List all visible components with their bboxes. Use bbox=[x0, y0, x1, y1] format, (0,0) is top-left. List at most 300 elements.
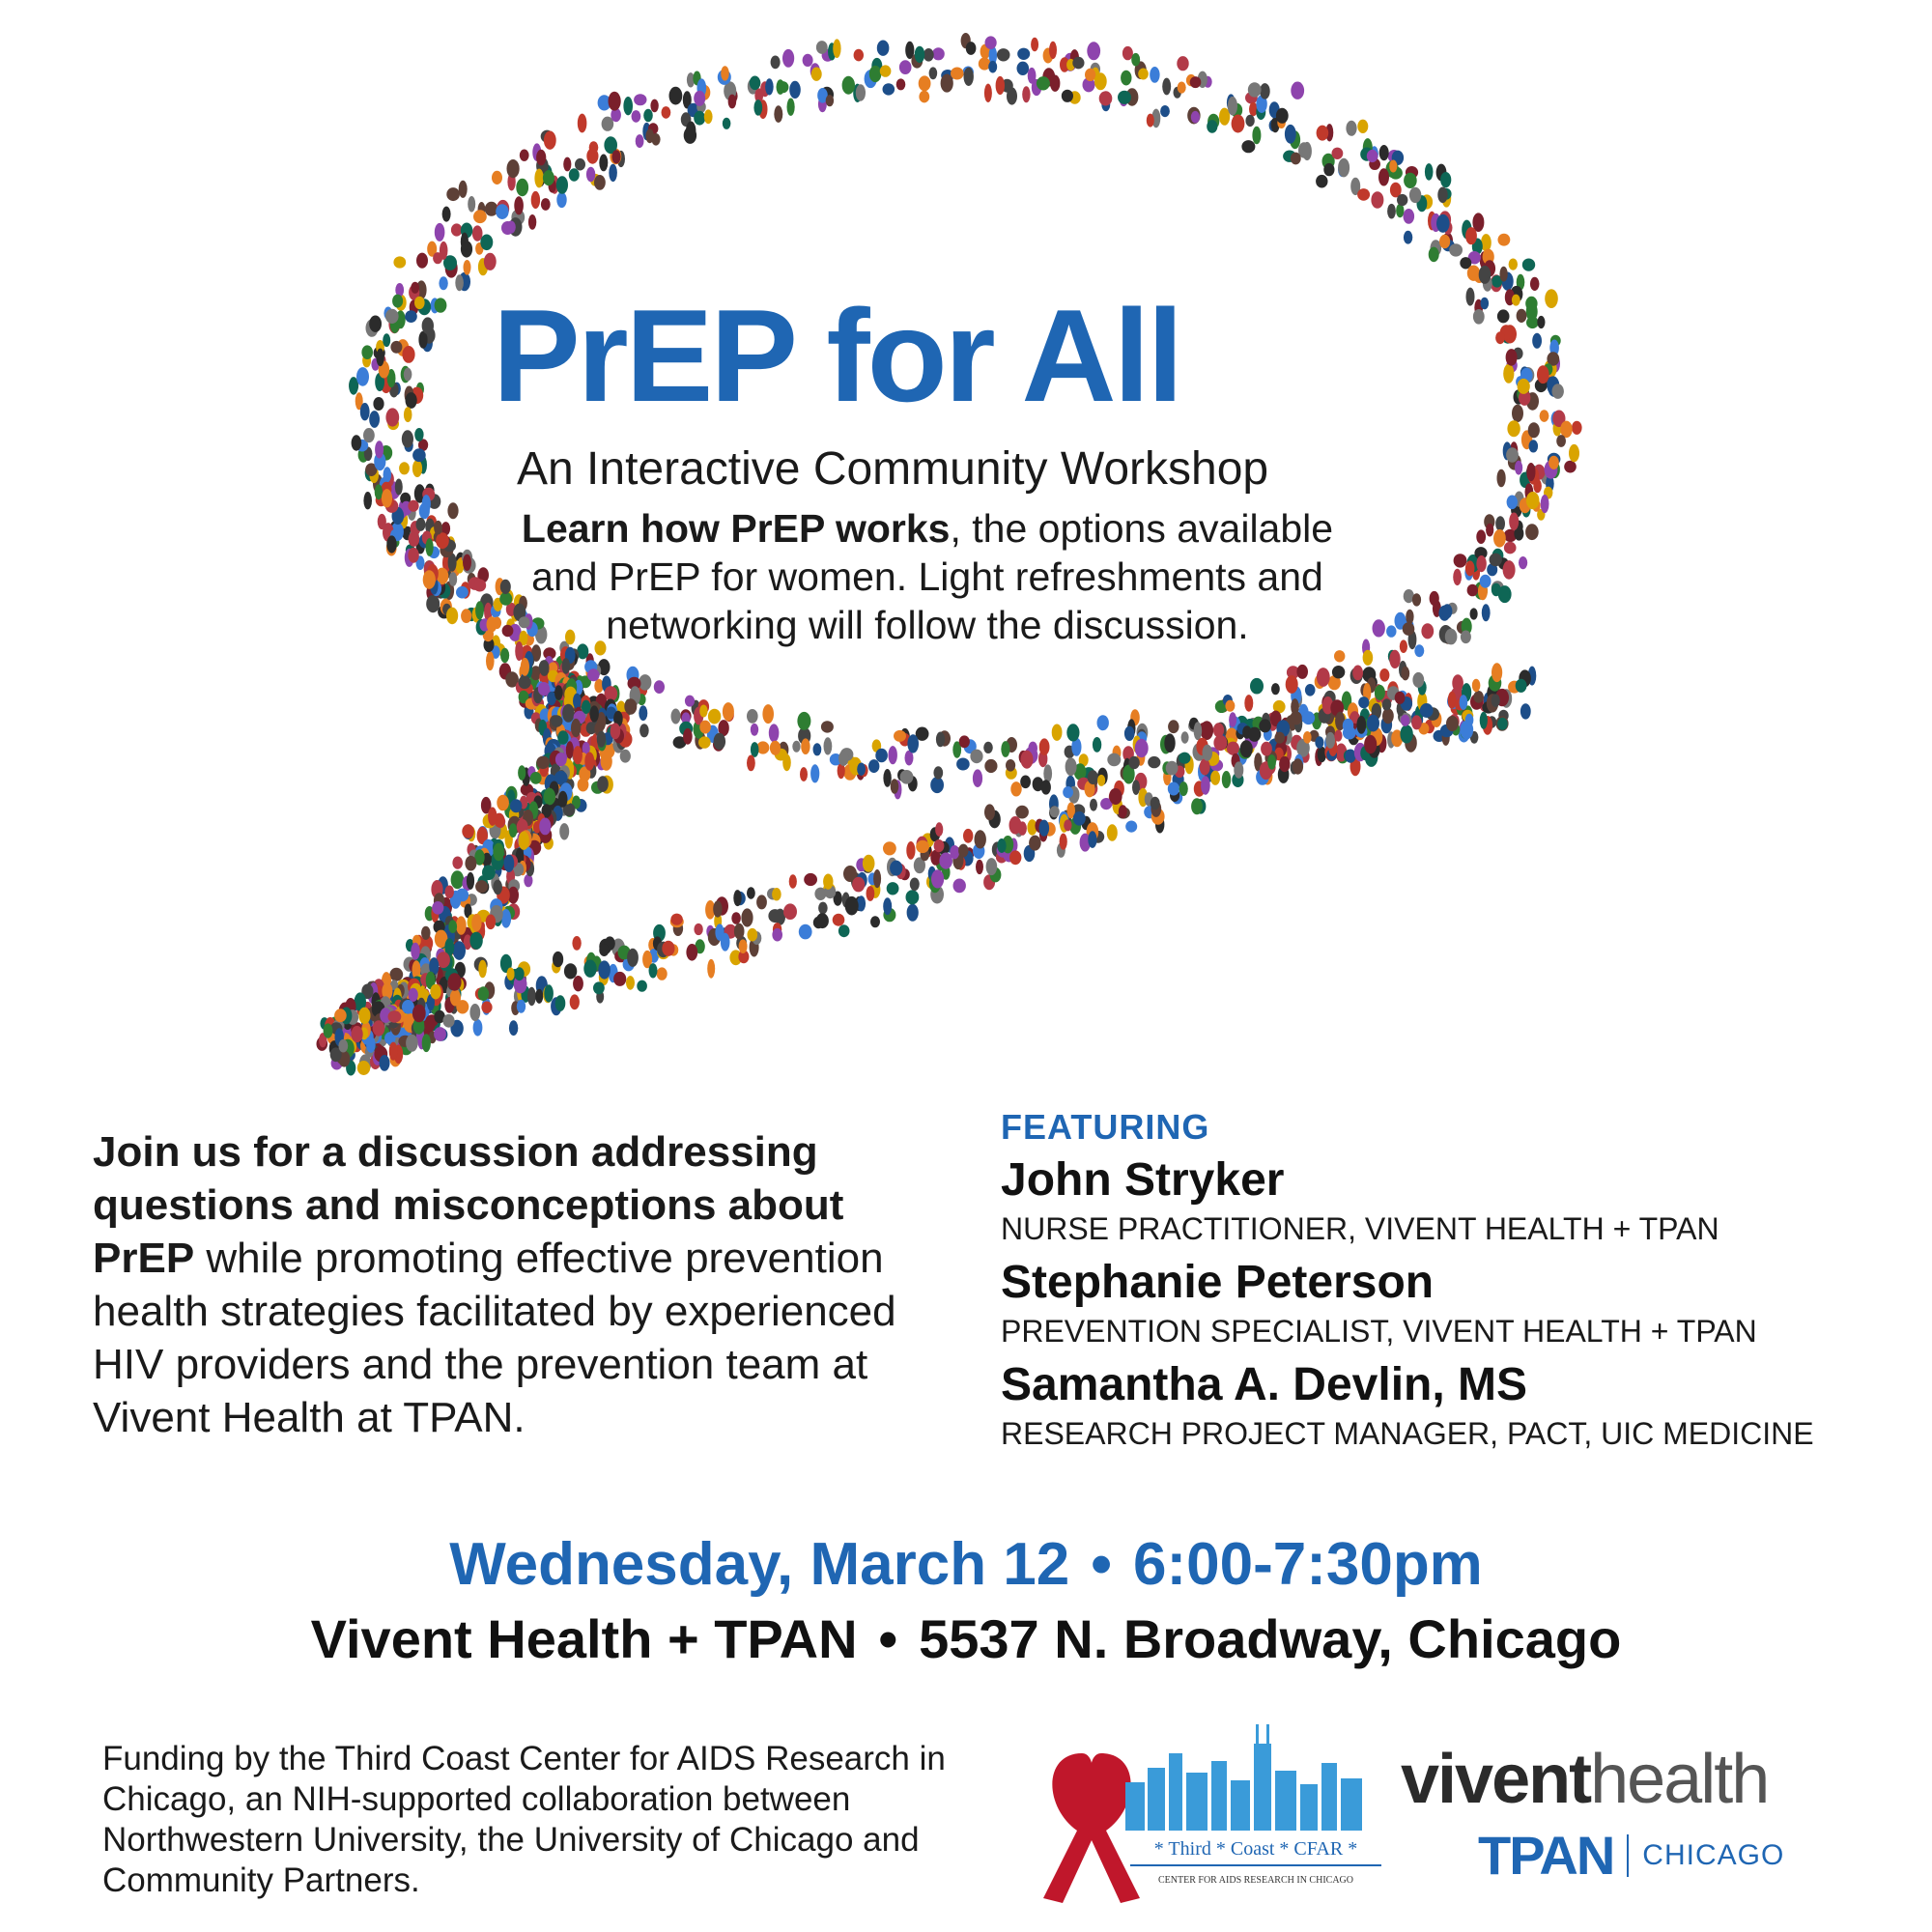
crowd-person-dot bbox=[1357, 120, 1368, 133]
crowd-person-dot bbox=[1526, 317, 1539, 328]
crowd-person-dot bbox=[751, 742, 759, 757]
crowd-person-dot bbox=[452, 857, 463, 869]
crowd-person-dot bbox=[488, 808, 497, 826]
crowd-person-dot bbox=[1421, 623, 1434, 639]
crowd-person-dot bbox=[1493, 529, 1506, 548]
event-venue: Vivent Health + TPAN bbox=[310, 1608, 858, 1669]
crowd-person-dot bbox=[375, 440, 384, 458]
crowd-person-dot bbox=[521, 658, 529, 676]
crowd-person-dot bbox=[1507, 496, 1518, 510]
crowd-person-dot bbox=[894, 730, 906, 742]
crowd-person-dot bbox=[1425, 163, 1434, 181]
crowd-person-dot bbox=[520, 150, 529, 161]
crowd-person-dot bbox=[578, 114, 587, 133]
crowd-person-dot bbox=[1041, 780, 1051, 794]
crowd-person-dot bbox=[1414, 644, 1424, 657]
crowd-person-dot bbox=[497, 795, 509, 811]
crowd-person-dot bbox=[845, 896, 859, 916]
crowd-person-dot bbox=[1526, 463, 1535, 481]
vivent-health-tpan-logo bbox=[1401, 1741, 1903, 1887]
crowd-person-dot bbox=[984, 759, 997, 773]
crowd-person-dot bbox=[1529, 440, 1539, 452]
crowd-person-dot bbox=[1470, 608, 1478, 619]
crowd-person-dot bbox=[1382, 708, 1394, 724]
crowd-person-dot bbox=[747, 887, 755, 898]
crowd-person-dot bbox=[406, 1035, 418, 1052]
crowd-person-dot bbox=[747, 755, 755, 772]
crowd-person-dot bbox=[442, 1014, 454, 1028]
join-bold: Join us for a discussion addressing questions and misconceptions about PrEP bbox=[93, 1128, 844, 1282]
crowd-person-dot bbox=[468, 196, 475, 213]
crowd-person-dot bbox=[713, 900, 722, 917]
crowd-person-dot bbox=[694, 91, 705, 106]
crowd-person-dot bbox=[352, 1026, 363, 1042]
crowd-person-dot bbox=[1358, 696, 1369, 708]
crowd-person-dot bbox=[686, 944, 697, 961]
crowd-person-dot bbox=[482, 866, 496, 881]
speaker-role: NURSE PRACTITIONER, VIVENT HEALTH + TPAN bbox=[1001, 1211, 1719, 1246]
crowd-person-dot bbox=[519, 675, 531, 689]
crowd-person-dot bbox=[597, 776, 609, 792]
crowd-person-dot bbox=[609, 92, 621, 111]
crowd-person-dot bbox=[1201, 721, 1214, 740]
speaker-name: Stephanie Peterson bbox=[1001, 1257, 1435, 1308]
crowd-person-dot bbox=[1409, 187, 1421, 203]
crowd-person-dot bbox=[1090, 799, 1097, 811]
crowd-person-dot bbox=[765, 78, 774, 95]
crowd-person-dot bbox=[935, 822, 943, 837]
crowd-person-dot bbox=[906, 890, 920, 904]
crowd-person-dot bbox=[951, 68, 964, 80]
crowd-person-dot bbox=[1286, 675, 1298, 694]
crowd-person-dot bbox=[1293, 758, 1303, 774]
crowd-person-dot bbox=[1519, 556, 1527, 569]
crowd-person-dot bbox=[613, 972, 626, 986]
crowd-person-dot bbox=[868, 759, 879, 773]
crowd-person-dot bbox=[852, 877, 865, 893]
tpan-chicago-row bbox=[1478, 1824, 1903, 1887]
crowd-person-dot bbox=[1412, 672, 1424, 688]
event-date: Wednesday, March 12 bbox=[449, 1531, 1070, 1598]
crowd-person-dot bbox=[569, 168, 580, 182]
crowd-person-dot bbox=[1492, 663, 1502, 682]
crowd-person-dot bbox=[1178, 82, 1186, 94]
crowd-person-dot bbox=[1465, 227, 1477, 244]
crowd-person-dot bbox=[624, 698, 637, 715]
crowd-person-dot bbox=[486, 915, 496, 930]
crowd-person-dot bbox=[1017, 62, 1030, 75]
cfar-banner: * Third * Coast * CFAR * bbox=[1153, 1838, 1358, 1860]
featuring-section bbox=[1001, 1107, 1889, 1455]
crowd-person-dot bbox=[639, 724, 649, 737]
crowd-person-dot bbox=[1229, 712, 1236, 727]
crowd-person-dot bbox=[609, 164, 617, 182]
speaker-role: RESEARCH PROJECT MANAGER, PACT, UIC MEDICINE bbox=[1001, 1416, 1814, 1451]
crowd-person-dot bbox=[380, 1055, 390, 1071]
crowd-person-dot bbox=[385, 309, 399, 324]
crowd-person-dot bbox=[811, 68, 822, 81]
crowd-person-dot bbox=[1334, 730, 1342, 742]
crowd-person-dot bbox=[1107, 824, 1118, 841]
crowd-person-dot bbox=[1131, 53, 1140, 67]
crowd-person-dot bbox=[589, 141, 599, 154]
crowd-person-dot bbox=[422, 1034, 431, 1052]
crowd-person-dot bbox=[800, 767, 808, 781]
crowd-person-dot bbox=[1343, 719, 1353, 733]
crowd-person-dot bbox=[636, 134, 644, 148]
crowd-person-dot bbox=[493, 880, 502, 895]
crowd-person-dot bbox=[444, 886, 454, 899]
crowd-person-dot bbox=[826, 95, 834, 106]
crowd-person-dot bbox=[570, 994, 580, 1009]
crowd-person-dot bbox=[1181, 731, 1189, 743]
crowd-person-dot bbox=[1274, 732, 1285, 744]
crowd-person-dot bbox=[824, 737, 833, 754]
crowd-person-dot bbox=[1556, 435, 1566, 447]
crowd-person-dot bbox=[414, 297, 425, 309]
crowd-person-dot bbox=[584, 753, 594, 771]
crowd-person-dot bbox=[1481, 298, 1490, 310]
crowd-person-dot bbox=[1191, 798, 1203, 814]
crowd-person-dot bbox=[838, 751, 848, 766]
crowd-person-dot bbox=[1386, 625, 1396, 637]
crowd-person-dot bbox=[564, 963, 577, 979]
crowd-person-dot bbox=[509, 1020, 518, 1036]
crowd-person-dot bbox=[1168, 782, 1179, 796]
crowd-person-dot bbox=[357, 1061, 370, 1075]
crowd-person-dot bbox=[1160, 105, 1170, 117]
crowd-person-dot bbox=[1128, 756, 1139, 769]
crowd-person-dot bbox=[544, 131, 556, 150]
crowd-person-dot bbox=[590, 705, 599, 722]
crowd-person-dot bbox=[469, 1004, 480, 1021]
crowd-person-dot bbox=[634, 94, 646, 105]
crowd-person-dot bbox=[685, 696, 695, 707]
crowd-person-dot bbox=[988, 61, 997, 73]
crowd-person-dot bbox=[986, 858, 998, 875]
crowd-person-dot bbox=[1085, 69, 1095, 81]
crowd-person-dot bbox=[456, 586, 469, 599]
crowd-person-dot bbox=[422, 317, 434, 334]
crowd-person-dot bbox=[857, 763, 866, 776]
crowd-person-dot bbox=[516, 179, 528, 196]
crowd-person-dot bbox=[1537, 316, 1545, 328]
crowd-person-dot bbox=[1323, 163, 1334, 176]
crowd-person-dot bbox=[1512, 295, 1520, 306]
crowd-person-dot bbox=[519, 832, 529, 850]
crowd-person-dot bbox=[770, 741, 781, 755]
crowd-person-dot bbox=[475, 880, 488, 893]
crowd-person-dot bbox=[1177, 56, 1188, 71]
crowd-person-dot bbox=[1569, 444, 1579, 462]
crowd-person-dot bbox=[556, 192, 566, 208]
crowd-person-dot bbox=[473, 1019, 483, 1037]
crowd-person-dot bbox=[1453, 569, 1462, 585]
crowd-person-dot bbox=[544, 788, 555, 806]
crowd-person-dot bbox=[1482, 604, 1491, 621]
crowd-person-dot bbox=[384, 467, 392, 482]
crowd-person-dot bbox=[573, 976, 583, 991]
crowd-person-dot bbox=[493, 843, 503, 862]
crowd-person-dot bbox=[555, 753, 567, 766]
crowd-person-dot bbox=[375, 484, 383, 499]
crowd-person-dot bbox=[433, 252, 442, 264]
crowd-person-dot bbox=[883, 841, 896, 855]
crowd-person-dot bbox=[1346, 121, 1356, 136]
crowd-person-dot bbox=[1406, 610, 1413, 624]
crowd-person-dot bbox=[388, 1010, 402, 1023]
crowd-person-dot bbox=[1404, 231, 1412, 244]
crowd-person-dot bbox=[1499, 267, 1507, 282]
crowd-person-dot bbox=[1465, 714, 1474, 726]
crowd-person-dot bbox=[1379, 668, 1389, 682]
crowd-person-dot bbox=[899, 60, 912, 74]
crowd-person-dot bbox=[1449, 243, 1463, 256]
crowd-person-dot bbox=[386, 535, 396, 553]
crowd-person-dot bbox=[1530, 277, 1540, 291]
crowd-person-dot bbox=[411, 282, 419, 294]
crowd-person-dot bbox=[1503, 560, 1516, 580]
crowd-person-dot bbox=[985, 36, 997, 49]
crowd-person-dot bbox=[731, 912, 741, 924]
crowd-person-dot bbox=[1334, 650, 1345, 662]
crowd-person-dot bbox=[518, 765, 526, 780]
crowd-person-dot bbox=[1479, 266, 1492, 284]
crowd-person-dot bbox=[931, 869, 944, 888]
crowd-person-dot bbox=[373, 397, 384, 411]
crowd-person-dot bbox=[1296, 665, 1308, 679]
crowd-person-dot bbox=[704, 109, 713, 124]
crowd-person-dot bbox=[506, 221, 515, 234]
crowd-person-dot bbox=[1486, 524, 1493, 537]
crowd-person-dot bbox=[464, 260, 471, 275]
speaker-role: PREVENTION SPECIALIST, VIVENT HEALTH + TPAN bbox=[1001, 1314, 1757, 1349]
funding-statement: Funding by the Third Coast Center for AIDS Research in Chicago, an NIH-supported collaboration between Northwestern University, the University of Chicago and Community Partners. bbox=[102, 1740, 946, 1899]
crowd-person-dot bbox=[1099, 91, 1113, 105]
crowd-person-dot bbox=[1338, 158, 1350, 178]
crowd-person-dot bbox=[534, 169, 543, 188]
crowd-person-dot bbox=[389, 968, 403, 981]
crowd-person-dot bbox=[448, 973, 462, 990]
crowd-person-dot bbox=[535, 989, 543, 1004]
crowd-person-dot bbox=[756, 895, 767, 909]
crowd-person-dot bbox=[778, 81, 789, 93]
crowd-person-dot bbox=[467, 872, 474, 890]
crowd-person-dot bbox=[539, 818, 551, 836]
crowd-person-dot bbox=[1400, 724, 1412, 743]
crowd-person-dot bbox=[1248, 82, 1262, 97]
crowd-person-dot bbox=[662, 941, 674, 956]
crowd-person-dot bbox=[1504, 542, 1517, 554]
crowd-person-dot bbox=[1512, 405, 1523, 422]
crowd-person-dot bbox=[771, 56, 781, 70]
crowd-person-dot bbox=[623, 97, 633, 115]
vivent-word: vivent bbox=[1401, 1741, 1591, 1818]
crowd-person-dot bbox=[462, 824, 474, 838]
crowd-person-dot bbox=[402, 430, 413, 447]
crowd-person-dot bbox=[461, 233, 469, 251]
page-title: PrEP for All bbox=[493, 282, 1181, 429]
crowd-person-dot bbox=[597, 731, 606, 748]
crowd-person-dot bbox=[432, 901, 443, 915]
description-rest: , the options available and PrEP for women. Light refreshments and networking will follow the discussion. bbox=[531, 506, 1334, 647]
crowd-person-dot bbox=[1357, 188, 1370, 201]
crowd-person-dot bbox=[842, 76, 855, 95]
crowd-person-dot bbox=[1162, 78, 1171, 96]
crowd-person-dot bbox=[772, 888, 781, 900]
crowd-person-dot bbox=[1480, 575, 1492, 588]
health-word: health bbox=[1590, 1741, 1769, 1818]
crowd-person-dot bbox=[1352, 666, 1363, 681]
crowd-person-dot bbox=[883, 769, 891, 787]
crowd-person-dot bbox=[753, 99, 762, 116]
crowd-person-dot bbox=[1021, 751, 1034, 769]
crowd-person-dot bbox=[408, 548, 418, 563]
crowd-person-dot bbox=[739, 939, 748, 953]
crowd-person-dot bbox=[426, 595, 440, 612]
crowd-person-dot bbox=[507, 968, 515, 980]
crowd-person-dot bbox=[382, 489, 392, 507]
crowd-person-dot bbox=[1446, 716, 1459, 731]
crowd-person-dot bbox=[551, 715, 562, 726]
crowd-person-dot bbox=[402, 346, 414, 363]
crowd-person-dot bbox=[1260, 83, 1270, 99]
speaker-name: Samantha A. Devlin, MS bbox=[1001, 1359, 1528, 1410]
crowd-person-dot bbox=[1481, 234, 1492, 251]
crowd-person-dot bbox=[404, 407, 412, 422]
crowd-person-dot bbox=[813, 743, 822, 755]
crowd-person-dot bbox=[984, 84, 992, 102]
crowd-person-dot bbox=[578, 778, 589, 791]
crowd-person-dot bbox=[439, 276, 447, 290]
crowd-person-dot bbox=[1039, 820, 1050, 837]
crowd-person-dot bbox=[1151, 797, 1160, 810]
crowd-person-dot bbox=[671, 709, 681, 724]
crowd-person-dot bbox=[748, 928, 758, 942]
crowd-person-dot bbox=[1509, 513, 1519, 531]
crowd-person-dot bbox=[1526, 492, 1540, 509]
event-datetime bbox=[0, 1530, 1932, 1599]
crowd-person-dot bbox=[747, 709, 758, 724]
crowd-person-dot bbox=[1317, 126, 1329, 141]
crowd-person-dot bbox=[369, 411, 380, 428]
crowd-person-dot bbox=[1087, 42, 1100, 60]
crowd-person-dot bbox=[1203, 745, 1213, 761]
crowd-person-dot bbox=[507, 159, 520, 178]
crowd-person-dot bbox=[964, 68, 974, 86]
crowd-person-dot bbox=[1436, 214, 1450, 233]
crowd-person-dot bbox=[1179, 781, 1188, 796]
crowd-person-dot bbox=[1094, 72, 1107, 90]
crowd-person-dot bbox=[1007, 87, 1017, 104]
crowd-person-dot bbox=[1506, 447, 1519, 462]
crowd-person-dot bbox=[1317, 668, 1330, 687]
crowd-person-dot bbox=[1252, 127, 1261, 145]
crowd-person-dot bbox=[599, 155, 608, 172]
crowd-person-dot bbox=[1480, 712, 1488, 729]
crowd-person-dot bbox=[601, 753, 612, 771]
crowd-person-dot bbox=[1515, 461, 1522, 475]
crowd-person-dot bbox=[1522, 259, 1535, 271]
crowd-person-dot bbox=[1228, 97, 1237, 116]
crowd-person-dot bbox=[485, 202, 498, 216]
crowd-person-dot bbox=[1066, 724, 1079, 741]
crowd-person-dot bbox=[632, 110, 641, 123]
crowd-person-dot bbox=[358, 1008, 370, 1024]
crowd-person-dot bbox=[475, 601, 484, 619]
crowd-person-dot bbox=[409, 988, 418, 1002]
separator-dot: • bbox=[878, 1608, 898, 1669]
crowd-person-dot bbox=[1332, 666, 1345, 678]
crowd-person-dot bbox=[539, 660, 549, 676]
crowd-person-dot bbox=[1364, 735, 1377, 753]
crowd-person-dot bbox=[1006, 759, 1015, 772]
crowd-person-dot bbox=[1371, 191, 1383, 209]
crowd-person-dot bbox=[456, 559, 464, 574]
crowd-person-dot bbox=[1395, 692, 1406, 704]
crowd-person-dot bbox=[1461, 631, 1471, 644]
crowd-person-dot bbox=[455, 274, 464, 291]
crowd-person-dot bbox=[1234, 761, 1243, 778]
crowd-person-dot bbox=[1072, 57, 1084, 70]
crowd-person-dot bbox=[721, 66, 729, 80]
crowd-person-dot bbox=[1020, 776, 1031, 789]
crowd-person-dot bbox=[435, 223, 445, 242]
crowd-person-dot bbox=[465, 856, 476, 871]
crowd-person-dot bbox=[1291, 153, 1301, 165]
crowd-person-dot bbox=[1052, 724, 1063, 741]
crowd-person-dot bbox=[473, 210, 487, 223]
crowd-person-dot bbox=[1316, 175, 1327, 188]
crowd-person-dot bbox=[1403, 622, 1415, 636]
crowd-person-dot bbox=[975, 830, 986, 848]
crowd-person-dot bbox=[887, 882, 899, 895]
crowd-person-dot bbox=[789, 81, 801, 99]
crowd-person-dot bbox=[1227, 742, 1239, 755]
crowd-person-dot bbox=[721, 933, 730, 952]
crowd-person-dot bbox=[583, 960, 596, 978]
crowd-person-dot bbox=[1528, 422, 1540, 438]
crowd-person-dot bbox=[1088, 770, 1098, 784]
crowd-person-dot bbox=[983, 742, 993, 753]
crowd-person-dot bbox=[448, 920, 457, 933]
crowd-person-dot bbox=[1245, 115, 1254, 127]
crowd-person-dot bbox=[1411, 715, 1422, 729]
crowd-person-dot bbox=[496, 204, 508, 219]
crowd-person-dot bbox=[1065, 757, 1077, 776]
crowd-person-dot bbox=[1507, 420, 1520, 437]
crowd-person-dot bbox=[395, 479, 403, 496]
crowd-person-dot bbox=[1389, 650, 1400, 668]
crowd-person-dot bbox=[486, 651, 495, 670]
crowd-person-dot bbox=[875, 749, 888, 762]
crowd-person-dot bbox=[959, 735, 970, 748]
crowd-person-dot bbox=[563, 157, 571, 172]
crowd-person-dot bbox=[1240, 740, 1253, 757]
crowd-person-dot bbox=[1200, 758, 1210, 775]
crowd-person-dot bbox=[405, 310, 417, 323]
crowd-person-dot bbox=[1010, 781, 1021, 796]
crowd-person-dot bbox=[1382, 698, 1391, 710]
chicago-skyline-icon bbox=[1125, 1724, 1362, 1831]
crowd-person-dot bbox=[1088, 831, 1096, 848]
crowd-person-dot bbox=[1138, 69, 1149, 80]
crowd-person-dot bbox=[527, 987, 536, 1006]
crowd-person-dot bbox=[1564, 461, 1577, 473]
crowd-person-dot bbox=[1525, 297, 1537, 311]
crowd-person-dot bbox=[900, 770, 914, 784]
crowd-person-dot bbox=[1248, 727, 1261, 742]
